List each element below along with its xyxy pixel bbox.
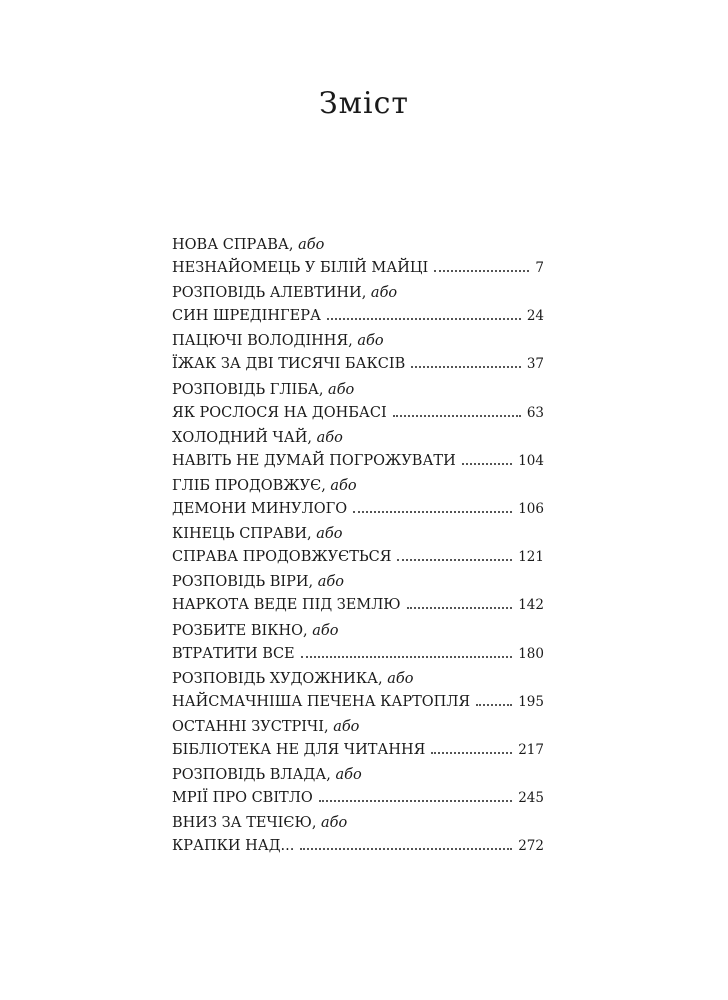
toc-separator: , <box>321 477 331 494</box>
toc-chapter-line <box>172 571 544 594</box>
toc-chapter-title: ОСТАННІ ЗУСТРІЧІ <box>172 718 324 735</box>
toc-separator: , <box>348 333 358 350</box>
toc-or-word: або <box>330 477 357 494</box>
toc-or-word: або <box>333 718 360 735</box>
toc-separator: , <box>308 574 318 591</box>
toc-subtitle-line <box>172 257 544 280</box>
toc-chapter-title: РОЗПОВІДЬ ГЛІБА <box>172 381 319 398</box>
toc-page-number: 37 <box>526 356 544 373</box>
toc-chapter-title: РОЗПОВІДЬ ВЛАДА <box>172 767 327 784</box>
dot-leader <box>327 317 521 320</box>
toc-or-word: або <box>312 622 339 639</box>
toc-separator: , <box>326 767 336 784</box>
dot-leader <box>319 799 513 802</box>
toc-chapter-line <box>172 764 544 787</box>
toc-subtitle: БІБЛІОТЕКА НЕ ДЛЯ ЧИТАННЯ <box>172 741 426 758</box>
toc-subtitle: ДЕМОНИ МИНУЛОГО <box>172 500 348 517</box>
toc-or-word: або <box>370 285 398 302</box>
toc-chapter-title: РОЗПОВІДЬ АЛЕВТИНИ <box>172 285 362 302</box>
toc-chapter-line <box>172 234 544 257</box>
toc-separator: , <box>302 622 313 639</box>
toc-entry <box>172 234 544 282</box>
toc-separator: , <box>306 526 317 543</box>
dot-leader <box>476 703 512 706</box>
toc-subtitle-line <box>172 691 544 714</box>
toc-subtitle: КРАПКИ НАД... <box>172 838 295 855</box>
toc-or-word: або <box>317 574 344 591</box>
toc-subtitle-line <box>172 835 544 858</box>
toc-subtitle-line <box>172 305 544 328</box>
toc-entry <box>172 282 544 330</box>
toc-chapter-title: ГЛІБ ПРОДОВЖУЄ <box>172 477 322 494</box>
toc-subtitle-line <box>172 643 544 666</box>
toc-subtitle: МРІЇ ПРО СВІТЛО <box>172 790 313 807</box>
toc-entry <box>172 668 544 716</box>
toc-page-number: 272 <box>518 838 544 855</box>
toc-entry <box>172 620 544 668</box>
dot-leader <box>397 558 512 561</box>
toc-chapter-line <box>172 812 544 835</box>
dot-leader <box>393 414 521 417</box>
toc-separator: , <box>378 670 388 687</box>
toc-entry <box>172 330 544 378</box>
toc-separator: , <box>361 285 371 302</box>
toc-page-number: 24 <box>526 308 544 325</box>
toc-subtitle: ЯК РОСЛОСЯ НА ДОНБАСІ <box>172 404 387 421</box>
toc-page-number: 63 <box>526 404 544 421</box>
toc-entry <box>172 571 544 619</box>
toc-page-number: 7 <box>535 260 544 276</box>
toc-subtitle: СПРАВА ПРОДОВЖУЄТЬСЯ <box>172 549 392 566</box>
dot-leader <box>300 847 512 850</box>
toc-entry <box>172 716 544 764</box>
toc-page-number: 142 <box>518 597 544 614</box>
toc-chapter-title: ВНИЗ ЗА ТЕЧІЄЮ <box>172 815 312 832</box>
toc-chapter-line <box>172 379 544 402</box>
toc-subtitle: НАРКОТА ВЕДЕ ПІД ЗЕМЛЮ <box>172 597 401 614</box>
toc-or-word: або <box>316 429 343 446</box>
toc-chapter-line <box>172 330 544 353</box>
toc-entry <box>172 427 544 475</box>
toc-or-word: або <box>387 670 414 687</box>
toc-separator: , <box>311 815 322 832</box>
toc-separator: , <box>318 381 329 398</box>
toc-or-word: або <box>357 333 384 350</box>
toc-entry <box>172 475 544 523</box>
toc-chapter-line <box>172 475 544 498</box>
dot-leader <box>462 462 512 465</box>
toc-or-word: або <box>316 526 343 543</box>
dot-leader <box>434 269 529 272</box>
toc-subtitle-line <box>172 498 544 521</box>
toc-entry <box>172 764 544 812</box>
toc-separator: , <box>323 718 334 735</box>
toc-chapter-line <box>172 668 544 691</box>
dot-leader <box>431 751 512 754</box>
toc-subtitle: НАЙСМАЧНІША ПЕЧЕНА КАРТОПЛЯ <box>172 693 471 710</box>
toc-chapter-title: ПАЦЮЧІ ВОЛОДІННЯ <box>172 333 349 350</box>
toc-subtitle-line <box>172 787 544 810</box>
toc-chapter-title: РОЗПОВІДЬ ХУДОЖНИКА <box>172 670 379 687</box>
toc-page-number: 104 <box>518 452 544 469</box>
dot-leader <box>407 606 513 609</box>
toc-subtitle-line <box>172 450 544 473</box>
toc-subtitle: СИН ШРЕДІНГЕРА <box>172 308 321 325</box>
toc-chapter-title: РОЗПОВІДЬ ВІРИ <box>172 574 309 591</box>
toc-or-word: або <box>298 237 325 253</box>
toc-chapter-title: НОВА СПРАВА <box>172 237 289 253</box>
toc-subtitle: ВТРАТИТИ ВСЕ <box>172 645 295 662</box>
toc-page-number: 106 <box>518 500 544 517</box>
toc-entry <box>172 379 544 427</box>
toc-separator: , <box>288 237 299 253</box>
toc-separator: , <box>307 429 317 446</box>
toc-page-number: 195 <box>518 693 544 710</box>
toc-subtitle-line <box>172 546 544 569</box>
toc-chapter-line <box>172 427 544 450</box>
toc-subtitle: ЇЖАК ЗА ДВІ ТИСЯЧІ БАКСІВ <box>172 356 406 373</box>
toc-chapter-title: ХОЛОДНИЙ ЧАЙ <box>172 429 308 446</box>
toc-page-number: 121 <box>518 549 544 566</box>
toc-subtitle: НЕЗНАЙОМЕЦЬ У БІЛІЙ МАЙЦІ <box>172 260 429 276</box>
toc-subtitle-line <box>172 594 544 617</box>
toc-chapter-title: РОЗБИТЕ ВІКНО <box>172 622 303 639</box>
toc-chapter-line <box>172 716 544 739</box>
toc-chapter-line <box>172 523 544 546</box>
toc-chapter-line <box>172 620 544 643</box>
toc-subtitle-line <box>172 739 544 762</box>
toc-entry <box>172 812 544 860</box>
dot-leader <box>411 365 521 368</box>
toc-page-number: 217 <box>518 741 544 758</box>
toc-subtitle: НАВІТЬ НЕ ДУМАЙ ПОГРОЖУВАТИ <box>172 452 456 469</box>
dot-leader <box>301 655 513 658</box>
toc-or-word: або <box>335 767 362 784</box>
toc-chapter-title: КІНЕЦЬ СПРАВИ <box>172 526 307 543</box>
toc-chapter-line <box>172 282 544 305</box>
page-title: Зміст <box>318 86 410 121</box>
toc-page-number: 180 <box>518 645 544 662</box>
toc-subtitle-line <box>172 402 544 425</box>
toc-or-word: або <box>328 381 355 398</box>
toc-or-word: або <box>321 815 348 832</box>
toc-page-number: 245 <box>518 790 544 807</box>
dot-leader <box>353 510 512 513</box>
toc-subtitle-line <box>172 353 544 376</box>
table-of-contents <box>172 234 544 860</box>
toc-entry <box>172 523 544 571</box>
